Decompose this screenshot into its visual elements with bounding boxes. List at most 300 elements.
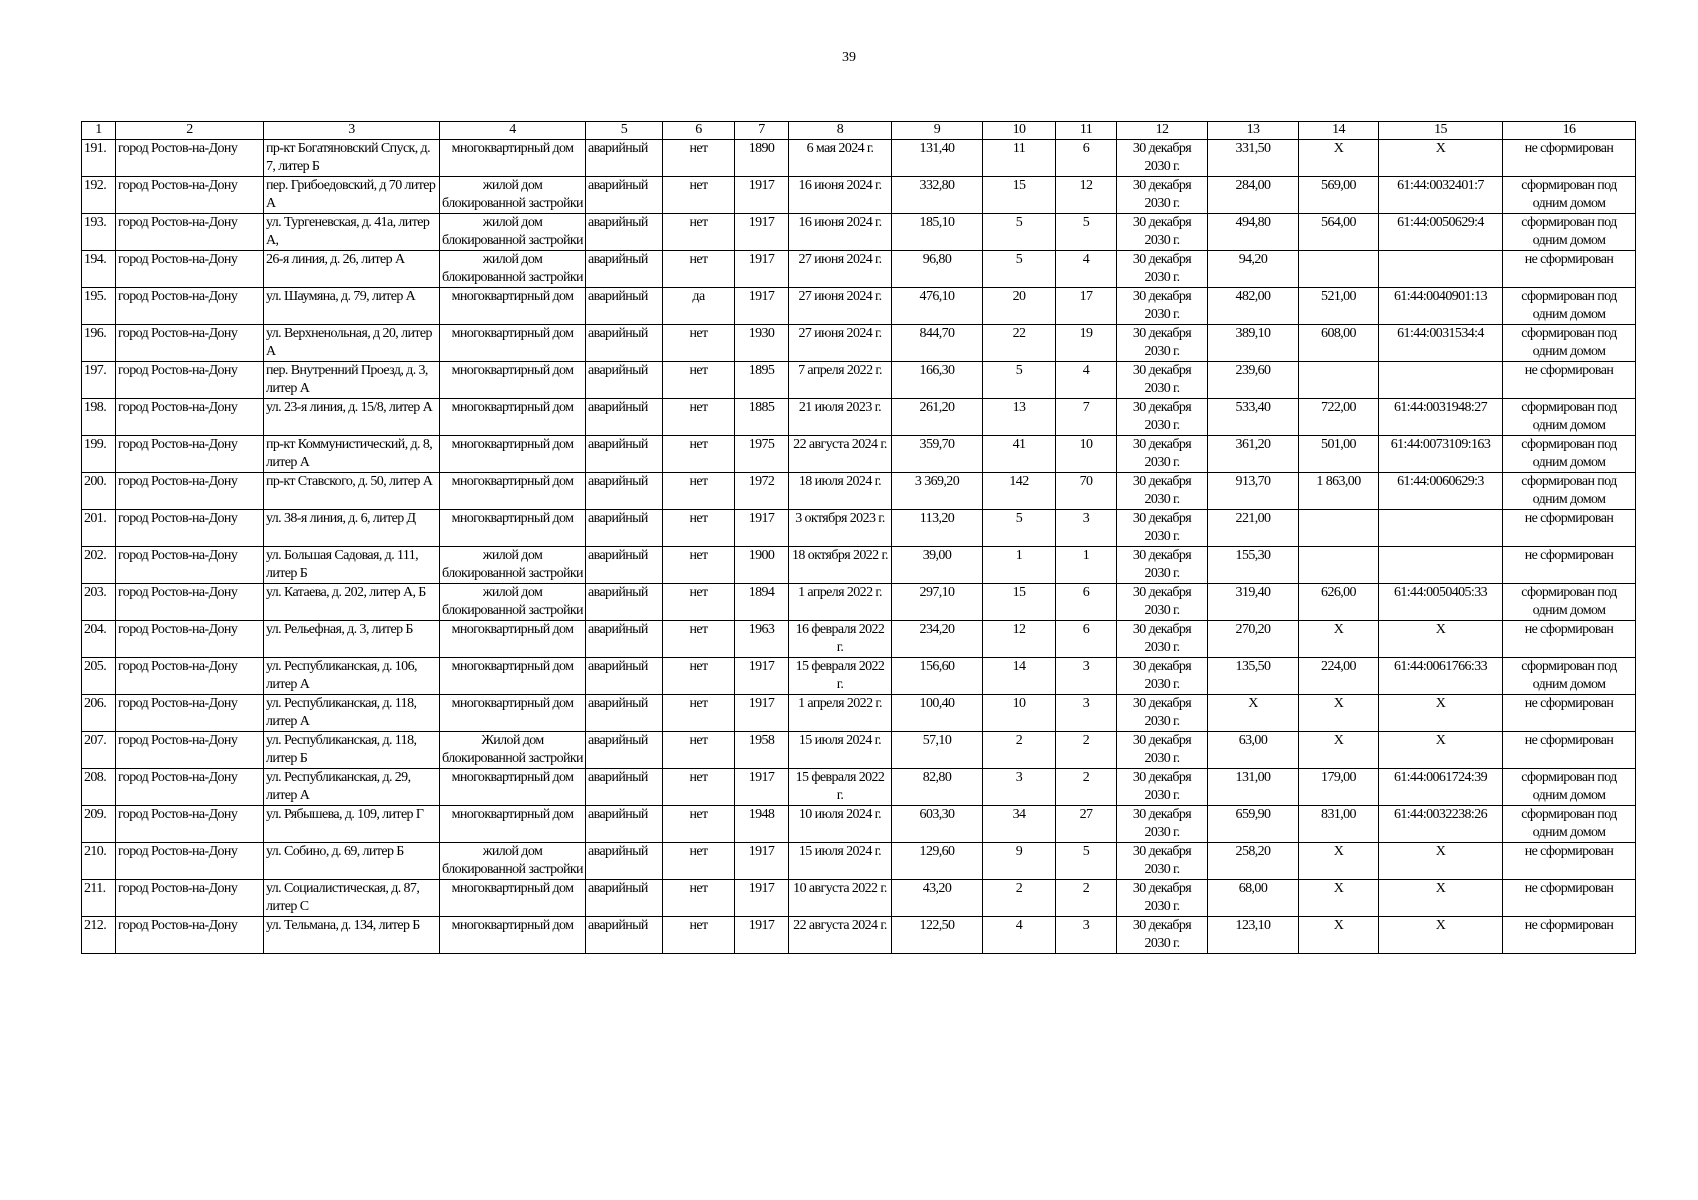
column-13-cell: 389,10	[1208, 325, 1299, 362]
land-plot-status-cell: сформирован под одним домом	[1503, 214, 1636, 251]
construction-year-cell: 1917	[735, 288, 789, 325]
total-area-cell: 234,20	[892, 621, 983, 658]
address-cell: ул. Республиканская, д. 118, литер Б	[264, 732, 440, 769]
city-cell: город Ростов-на-Дону	[116, 325, 264, 362]
column-6-cell: нет	[663, 140, 735, 177]
column-14-cell: 722,00	[1299, 399, 1379, 436]
address-cell: ул. Социалистическая, д. 87, литер С	[264, 880, 440, 917]
row-number-cell: 204.	[82, 621, 116, 658]
table-row	[82, 547, 1636, 584]
total-area-cell: 122,50	[892, 917, 983, 954]
column-number-header: 13	[1208, 122, 1299, 140]
row-number-cell: 208.	[82, 769, 116, 806]
column-11-cell: 4	[1056, 362, 1117, 399]
condition-status-cell: аварийный	[586, 547, 663, 584]
column-10-cell: 5	[983, 251, 1056, 288]
city-cell: город Ростов-на-Дону	[116, 621, 264, 658]
column-14-cell: 179,00	[1299, 769, 1379, 806]
column-6-cell: нет	[663, 917, 735, 954]
condition-status-cell: аварийный	[586, 510, 663, 547]
column-11-cell: 6	[1056, 584, 1117, 621]
building-type-cell: многоквартирный дом	[440, 769, 586, 806]
column-11-cell: 7	[1056, 399, 1117, 436]
condition-status-cell: аварийный	[586, 806, 663, 843]
column-10-cell: 2	[983, 732, 1056, 769]
recognition-date-cell: 10 августа 2022 г.	[789, 880, 892, 917]
column-6-cell: нет	[663, 510, 735, 547]
city-cell: город Ростов-на-Дону	[116, 584, 264, 621]
city-cell: город Ростов-на-Дону	[116, 547, 264, 584]
total-area-cell: 297,10	[892, 584, 983, 621]
address-cell: ул. Рябышева, д. 109, литер Г	[264, 806, 440, 843]
column-number-header: 15	[1379, 122, 1503, 140]
city-cell: город Ростов-на-Дону	[116, 843, 264, 880]
city-cell: город Ростов-на-Дону	[116, 251, 264, 288]
row-number-cell: 194.	[82, 251, 116, 288]
cadastral-number-cell: 61:44:0060629:3	[1379, 473, 1503, 510]
recognition-date-cell: 7 апреля 2022 г.	[789, 362, 892, 399]
condition-status-cell: аварийный	[586, 436, 663, 473]
resettlement-deadline-cell: 30 декабря 2030 г.	[1117, 251, 1208, 288]
table-row	[82, 695, 1636, 732]
row-number-cell: 211.	[82, 880, 116, 917]
resettlement-deadline-cell: 30 декабря 2030 г.	[1117, 547, 1208, 584]
column-6-cell: нет	[663, 325, 735, 362]
table-body	[82, 140, 1636, 954]
land-plot-status-cell: не сформирован	[1503, 917, 1636, 954]
land-plot-status-cell: сформирован под одним домом	[1503, 436, 1636, 473]
resettlement-deadline-cell: 30 декабря 2030 г.	[1117, 621, 1208, 658]
resettlement-deadline-cell: 30 декабря 2030 г.	[1117, 917, 1208, 954]
table-row	[82, 806, 1636, 843]
row-number-cell: 205.	[82, 658, 116, 695]
row-number-cell: 210.	[82, 843, 116, 880]
column-number-header: 5	[586, 122, 663, 140]
land-plot-status-cell: не сформирован	[1503, 880, 1636, 917]
address-cell: пр-кт Ставского, д. 50, литер А	[264, 473, 440, 510]
total-area-cell: 3 369,20	[892, 473, 983, 510]
cadastral-number-cell: X	[1379, 917, 1503, 954]
total-area-cell: 156,60	[892, 658, 983, 695]
total-area-cell: 82,80	[892, 769, 983, 806]
column-13-cell: 63,00	[1208, 732, 1299, 769]
column-6-cell: нет	[663, 177, 735, 214]
construction-year-cell: 1958	[735, 732, 789, 769]
table-row	[82, 177, 1636, 214]
total-area-cell: 100,40	[892, 695, 983, 732]
row-number-cell: 209.	[82, 806, 116, 843]
resettlement-deadline-cell: 30 декабря 2030 г.	[1117, 214, 1208, 251]
recognition-date-cell: 10 июля 2024 г.	[789, 806, 892, 843]
column-11-cell: 5	[1056, 843, 1117, 880]
cadastral-number-cell: 61:44:0031948:27	[1379, 399, 1503, 436]
column-10-cell: 15	[983, 584, 1056, 621]
cadastral-number-cell: 61:44:0040901:13	[1379, 288, 1503, 325]
condition-status-cell: аварийный	[586, 621, 663, 658]
city-cell: город Ростов-на-Дону	[116, 288, 264, 325]
column-6-cell: да	[663, 288, 735, 325]
column-number-header: 7	[735, 122, 789, 140]
building-type-cell: многоквартирный дом	[440, 362, 586, 399]
city-cell: город Ростов-на-Дону	[116, 436, 264, 473]
column-14-cell: X	[1299, 695, 1379, 732]
column-6-cell: нет	[663, 399, 735, 436]
land-plot-status-cell: сформирован под одним домом	[1503, 658, 1636, 695]
column-13-cell: 155,30	[1208, 547, 1299, 584]
column-11-cell: 5	[1056, 214, 1117, 251]
column-10-cell: 4	[983, 917, 1056, 954]
address-cell: ул. Республиканская, д. 29, литер А	[264, 769, 440, 806]
land-plot-status-cell: сформирован под одним домом	[1503, 584, 1636, 621]
column-14-cell: X	[1299, 843, 1379, 880]
construction-year-cell: 1917	[735, 880, 789, 917]
column-13-cell: 270,20	[1208, 621, 1299, 658]
address-cell: ул. Собино, д. 69, литер Б	[264, 843, 440, 880]
column-13-cell: X	[1208, 695, 1299, 732]
land-plot-status-cell: не сформирован	[1503, 621, 1636, 658]
construction-year-cell: 1963	[735, 621, 789, 658]
construction-year-cell: 1917	[735, 843, 789, 880]
row-number-cell: 201.	[82, 510, 116, 547]
column-6-cell: нет	[663, 251, 735, 288]
building-type-cell: жилой дом блокированной застройки	[440, 547, 586, 584]
building-type-cell: жилой дом блокированной застройки	[440, 177, 586, 214]
condition-status-cell: аварийный	[586, 917, 663, 954]
column-11-cell: 17	[1056, 288, 1117, 325]
table-row	[82, 843, 1636, 880]
column-10-cell: 5	[983, 214, 1056, 251]
column-11-cell: 4	[1056, 251, 1117, 288]
row-number-cell: 207.	[82, 732, 116, 769]
cadastral-number-cell: X	[1379, 843, 1503, 880]
cadastral-number-cell: 61:44:0032238:26	[1379, 806, 1503, 843]
city-cell: город Ростов-на-Дону	[116, 806, 264, 843]
resettlement-deadline-cell: 30 декабря 2030 г.	[1117, 177, 1208, 214]
column-number-header: 14	[1299, 122, 1379, 140]
column-11-cell: 19	[1056, 325, 1117, 362]
building-type-cell: многоквартирный дом	[440, 288, 586, 325]
column-number-header: 6	[663, 122, 735, 140]
cadastral-number-cell: X	[1379, 621, 1503, 658]
cadastral-number-cell: 61:44:0050405:33	[1379, 584, 1503, 621]
building-type-cell: жилой дом блокированной застройки	[440, 214, 586, 251]
resettlement-deadline-cell: 30 декабря 2030 г.	[1117, 473, 1208, 510]
resettlement-deadline-cell: 30 декабря 2030 г.	[1117, 325, 1208, 362]
table-row	[82, 769, 1636, 806]
table-row	[82, 510, 1636, 547]
column-13-cell: 258,20	[1208, 843, 1299, 880]
row-number-cell: 191.	[82, 140, 116, 177]
building-type-cell: многоквартирный дом	[440, 695, 586, 732]
column-13-cell: 94,20	[1208, 251, 1299, 288]
building-type-cell: жилой дом блокированной застройки	[440, 843, 586, 880]
column-10-cell: 3	[983, 769, 1056, 806]
column-11-cell: 10	[1056, 436, 1117, 473]
city-cell: город Ростов-на-Дону	[116, 695, 264, 732]
address-cell: пр-кт Богатяновский Спуск, д. 7, литер Б	[264, 140, 440, 177]
land-plot-status-cell: сформирован под одним домом	[1503, 473, 1636, 510]
table-row	[82, 251, 1636, 288]
total-area-cell: 185,10	[892, 214, 983, 251]
recognition-date-cell: 15 февраля 2022 г.	[789, 658, 892, 695]
recognition-date-cell: 18 октября 2022 г.	[789, 547, 892, 584]
address-cell: ул. Большая Садовая, д. 111, литер Б	[264, 547, 440, 584]
address-cell: ул. 23-я линия, д. 15/8, литер А	[264, 399, 440, 436]
total-area-cell: 332,80	[892, 177, 983, 214]
condition-status-cell: аварийный	[586, 399, 663, 436]
row-number-cell: 203.	[82, 584, 116, 621]
city-cell: город Ростов-на-Дону	[116, 732, 264, 769]
total-area-cell: 844,70	[892, 325, 983, 362]
column-6-cell: нет	[663, 658, 735, 695]
construction-year-cell: 1917	[735, 917, 789, 954]
building-type-cell: многоквартирный дом	[440, 140, 586, 177]
recognition-date-cell: 15 февраля 2022 г.	[789, 769, 892, 806]
column-14-cell	[1299, 547, 1379, 584]
cadastral-number-cell	[1379, 547, 1503, 584]
column-10-cell: 142	[983, 473, 1056, 510]
table-row	[82, 473, 1636, 510]
column-13-cell: 284,00	[1208, 177, 1299, 214]
column-10-cell: 1	[983, 547, 1056, 584]
column-6-cell: нет	[663, 843, 735, 880]
construction-year-cell: 1917	[735, 214, 789, 251]
column-13-cell: 659,90	[1208, 806, 1299, 843]
column-14-cell: X	[1299, 880, 1379, 917]
column-11-cell: 3	[1056, 695, 1117, 732]
cadastral-number-cell: 61:44:0073109:163	[1379, 436, 1503, 473]
cadastral-number-cell	[1379, 362, 1503, 399]
column-11-cell: 2	[1056, 880, 1117, 917]
column-10-cell: 34	[983, 806, 1056, 843]
column-13-cell: 913,70	[1208, 473, 1299, 510]
land-plot-status-cell: сформирован под одним домом	[1503, 399, 1636, 436]
total-area-cell: 131,40	[892, 140, 983, 177]
table-row	[82, 325, 1636, 362]
table-row	[82, 214, 1636, 251]
column-number-header: 10	[983, 122, 1056, 140]
row-number-cell: 198.	[82, 399, 116, 436]
column-6-cell: нет	[663, 806, 735, 843]
column-14-cell: 626,00	[1299, 584, 1379, 621]
address-cell: 26-я линия, д. 26, литер А	[264, 251, 440, 288]
land-plot-status-cell: не сформирован	[1503, 362, 1636, 399]
construction-year-cell: 1900	[735, 547, 789, 584]
total-area-cell: 113,20	[892, 510, 983, 547]
column-13-cell: 494,80	[1208, 214, 1299, 251]
land-plot-status-cell: не сформирован	[1503, 843, 1636, 880]
column-6-cell: нет	[663, 621, 735, 658]
table-row	[82, 584, 1636, 621]
recognition-date-cell: 27 июня 2024 г.	[789, 251, 892, 288]
building-type-cell: многоквартирный дом	[440, 880, 586, 917]
column-10-cell: 9	[983, 843, 1056, 880]
column-6-cell: нет	[663, 362, 735, 399]
condition-status-cell: аварийный	[586, 325, 663, 362]
cadastral-number-cell	[1379, 510, 1503, 547]
total-area-cell: 96,80	[892, 251, 983, 288]
table-row	[82, 362, 1636, 399]
column-14-cell	[1299, 251, 1379, 288]
column-13-cell: 319,40	[1208, 584, 1299, 621]
building-type-cell: жилой дом блокированной застройки	[440, 251, 586, 288]
total-area-cell: 359,70	[892, 436, 983, 473]
row-number-cell: 199.	[82, 436, 116, 473]
column-10-cell: 15	[983, 177, 1056, 214]
construction-year-cell: 1917	[735, 695, 789, 732]
column-13-cell: 533,40	[1208, 399, 1299, 436]
city-cell: город Ростов-на-Дону	[116, 214, 264, 251]
column-10-cell: 5	[983, 362, 1056, 399]
row-number-cell: 196.	[82, 325, 116, 362]
land-plot-status-cell: не сформирован	[1503, 547, 1636, 584]
column-6-cell: нет	[663, 584, 735, 621]
column-number-header: 8	[789, 122, 892, 140]
construction-year-cell: 1972	[735, 473, 789, 510]
address-cell: пер. Внутренний Проезд, д. 3, литер А	[264, 362, 440, 399]
recognition-date-cell: 22 августа 2024 г.	[789, 436, 892, 473]
total-area-cell: 603,30	[892, 806, 983, 843]
construction-year-cell: 1930	[735, 325, 789, 362]
city-cell: город Ростов-на-Дону	[116, 880, 264, 917]
land-plot-status-cell: сформирован под одним домом	[1503, 806, 1636, 843]
column-6-cell: нет	[663, 547, 735, 584]
condition-status-cell: аварийный	[586, 177, 663, 214]
column-11-cell: 12	[1056, 177, 1117, 214]
land-plot-status-cell: не сформирован	[1503, 510, 1636, 547]
recognition-date-cell: 27 июня 2024 г.	[789, 325, 892, 362]
cadastral-number-cell: 61:44:0061766:33	[1379, 658, 1503, 695]
column-14-cell: 501,00	[1299, 436, 1379, 473]
recognition-date-cell: 15 июля 2024 г.	[789, 843, 892, 880]
construction-year-cell: 1948	[735, 806, 789, 843]
column-6-cell: нет	[663, 732, 735, 769]
cadastral-number-cell: 61:44:0031534:4	[1379, 325, 1503, 362]
column-number-header: 4	[440, 122, 586, 140]
column-14-cell: X	[1299, 917, 1379, 954]
total-area-cell: 166,30	[892, 362, 983, 399]
column-14-cell: 1 863,00	[1299, 473, 1379, 510]
building-type-cell: многоквартирный дом	[440, 510, 586, 547]
recognition-date-cell: 16 июня 2024 г.	[789, 177, 892, 214]
column-11-cell: 27	[1056, 806, 1117, 843]
condition-status-cell: аварийный	[586, 843, 663, 880]
total-area-cell: 476,10	[892, 288, 983, 325]
column-10-cell: 22	[983, 325, 1056, 362]
resettlement-deadline-cell: 30 декабря 2030 г.	[1117, 584, 1208, 621]
land-plot-status-cell: не сформирован	[1503, 695, 1636, 732]
column-14-cell	[1299, 510, 1379, 547]
recognition-date-cell: 1 апреля 2022 г.	[789, 695, 892, 732]
resettlement-deadline-cell: 30 декабря 2030 г.	[1117, 436, 1208, 473]
column-6-cell: нет	[663, 695, 735, 732]
column-14-cell: X	[1299, 621, 1379, 658]
address-cell: ул. Республиканская, д. 106, литер А	[264, 658, 440, 695]
column-14-cell: 564,00	[1299, 214, 1379, 251]
building-type-cell: многоквартирный дом	[440, 917, 586, 954]
construction-year-cell: 1894	[735, 584, 789, 621]
column-number-header: 3	[264, 122, 440, 140]
condition-status-cell: аварийный	[586, 288, 663, 325]
column-11-cell: 2	[1056, 732, 1117, 769]
cadastral-number-cell: X	[1379, 140, 1503, 177]
construction-year-cell: 1917	[735, 658, 789, 695]
total-area-cell: 57,10	[892, 732, 983, 769]
construction-year-cell: 1917	[735, 251, 789, 288]
row-number-cell: 200.	[82, 473, 116, 510]
recognition-date-cell: 16 июня 2024 г.	[789, 214, 892, 251]
condition-status-cell: аварийный	[586, 140, 663, 177]
table-row	[82, 880, 1636, 917]
land-plot-status-cell: не сформирован	[1503, 251, 1636, 288]
row-number-cell: 202.	[82, 547, 116, 584]
condition-status-cell: аварийный	[586, 473, 663, 510]
column-14-cell: 608,00	[1299, 325, 1379, 362]
column-13-cell: 135,50	[1208, 658, 1299, 695]
land-plot-status-cell: сформирован под одним домом	[1503, 177, 1636, 214]
condition-status-cell: аварийный	[586, 214, 663, 251]
building-type-cell: многоквартирный дом	[440, 621, 586, 658]
cadastral-number-cell: 61:44:0061724:39	[1379, 769, 1503, 806]
city-cell: город Ростов-на-Дону	[116, 140, 264, 177]
recognition-date-cell: 18 июля 2024 г.	[789, 473, 892, 510]
address-cell: ул. Республиканская, д. 118, литер А	[264, 695, 440, 732]
column-number-header: 2	[116, 122, 264, 140]
address-cell: пер. Грибоедовский, д 70 литер А	[264, 177, 440, 214]
column-number-header: 12	[1117, 122, 1208, 140]
table-row	[82, 917, 1636, 954]
resettlement-deadline-cell: 30 декабря 2030 г.	[1117, 399, 1208, 436]
land-plot-status-cell: сформирован под одним домом	[1503, 769, 1636, 806]
column-number-header: 9	[892, 122, 983, 140]
land-plot-status-cell: сформирован под одним домом	[1503, 325, 1636, 362]
column-6-cell: нет	[663, 214, 735, 251]
building-type-cell: жилой дом блокированной застройки	[440, 584, 586, 621]
address-cell: ул. Шаумяна, д. 79, литер А	[264, 288, 440, 325]
building-type-cell: многоквартирный дом	[440, 473, 586, 510]
address-cell: ул. Рельефная, д. 3, литер Б	[264, 621, 440, 658]
row-number-cell: 197.	[82, 362, 116, 399]
total-area-cell: 39,00	[892, 547, 983, 584]
column-10-cell: 11	[983, 140, 1056, 177]
construction-year-cell: 1890	[735, 140, 789, 177]
column-11-cell: 6	[1056, 621, 1117, 658]
condition-status-cell: аварийный	[586, 251, 663, 288]
resettlement-deadline-cell: 30 декабря 2030 г.	[1117, 658, 1208, 695]
table-row	[82, 658, 1636, 695]
city-cell: город Ростов-на-Дону	[116, 917, 264, 954]
address-cell: ул. Верхненольная, д 20, литер А	[264, 325, 440, 362]
resettlement-deadline-cell: 30 декабря 2030 г.	[1117, 510, 1208, 547]
resettlement-deadline-cell: 30 декабря 2030 г.	[1117, 362, 1208, 399]
resettlement-deadline-cell: 30 декабря 2030 г.	[1117, 806, 1208, 843]
column-number-header: 16	[1503, 122, 1636, 140]
cadastral-number-cell: X	[1379, 880, 1503, 917]
city-cell: город Ростов-на-Дону	[116, 362, 264, 399]
recognition-date-cell: 21 июля 2023 г.	[789, 399, 892, 436]
address-cell: ул. 38-я линия, д. 6, литер Д	[264, 510, 440, 547]
column-13-cell: 482,00	[1208, 288, 1299, 325]
cadastral-number-cell: 61:44:0050629:4	[1379, 214, 1503, 251]
column-number-header-row	[82, 122, 1636, 140]
city-cell: город Ростов-на-Дону	[116, 769, 264, 806]
column-6-cell: нет	[663, 880, 735, 917]
table-row	[82, 436, 1636, 473]
condition-status-cell: аварийный	[586, 362, 663, 399]
column-11-cell: 3	[1056, 658, 1117, 695]
construction-year-cell: 1917	[735, 177, 789, 214]
column-13-cell: 68,00	[1208, 880, 1299, 917]
